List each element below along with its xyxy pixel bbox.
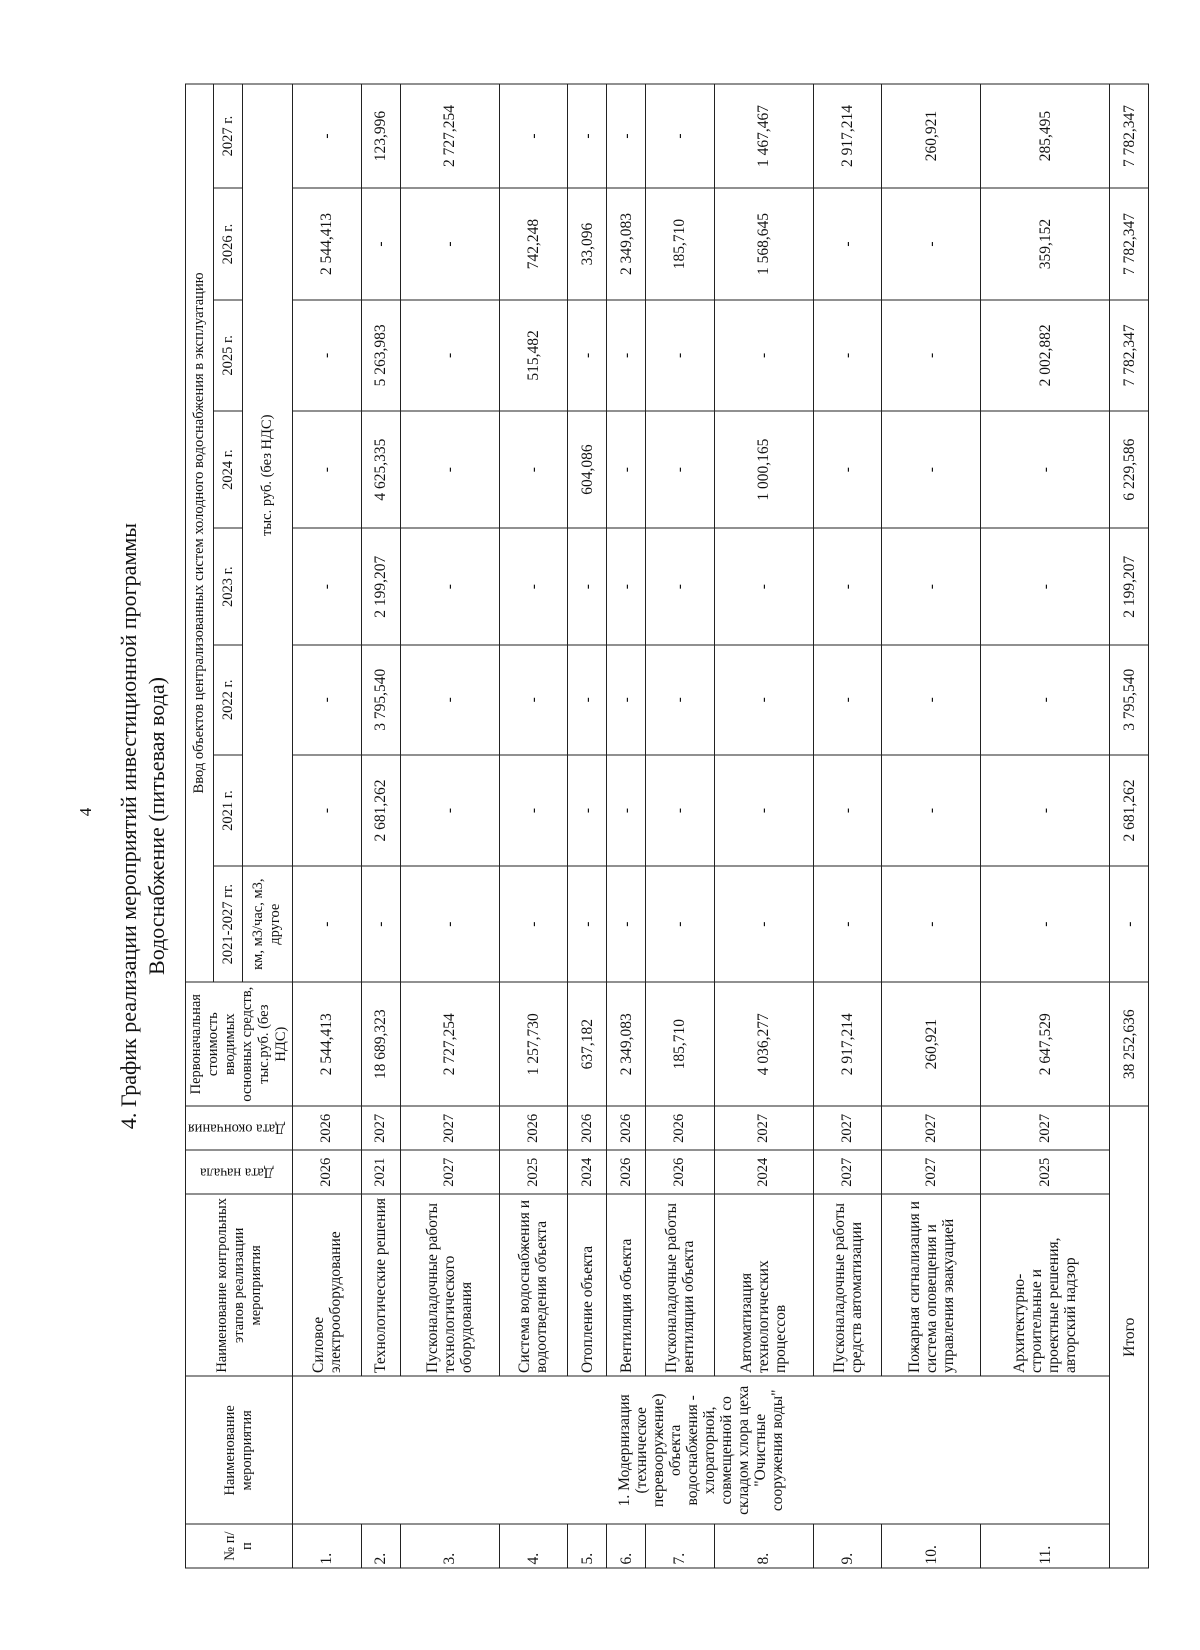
row-2025: - (645, 300, 714, 411)
row-2024: 1 000,165 (714, 411, 813, 529)
row-start: 2026 (607, 1150, 646, 1194)
header-year-2022: 2022 г. (214, 645, 242, 755)
row-num: 4. (499, 1524, 568, 1568)
row-period: - (607, 867, 646, 982)
row-2024: - (499, 411, 568, 529)
row-num: 11. (981, 1524, 1110, 1568)
total-2027: 7 782,347 (1110, 84, 1149, 188)
row-2023: - (981, 528, 1110, 645)
row-2021: - (400, 755, 499, 867)
row-stage: Архитектурно-строительные и проектные решения, авторский надзор (981, 1194, 1110, 1376)
header-unit-money: тыс. руб. (без НДС) (242, 84, 292, 867)
total-2026: 7 782,347 (1110, 188, 1149, 300)
row-stage: Система водоснабжения и водоотведения объекта (499, 1194, 568, 1376)
row-2027: - (293, 84, 362, 188)
row-2026: 2 544,413 (293, 188, 362, 300)
row-2024: - (645, 411, 714, 529)
table-row (882, 84, 981, 1568)
row-cost: 18 689,323 (361, 982, 400, 1107)
row-2021: - (499, 755, 568, 867)
total-2021: 2 681,262 (1110, 755, 1149, 867)
document-titles (115, 59, 171, 1594)
table-row (400, 84, 499, 1568)
row-2024: - (813, 411, 882, 529)
row-2023: - (882, 528, 981, 645)
row-2027: 260,921 (882, 84, 981, 188)
row-stage: Силовое электрооборудование (293, 1194, 362, 1376)
row-end: 2027 (882, 1106, 981, 1150)
row-2025: - (813, 300, 882, 411)
row-stage: Автоматизация технологических процессов (714, 1194, 813, 1376)
row-2022: - (607, 645, 646, 755)
row-2021: - (813, 755, 882, 867)
row-2021: - (293, 755, 362, 867)
row-2021: - (607, 755, 646, 867)
row-period: - (981, 867, 1110, 982)
total-period: - (1110, 867, 1149, 982)
row-2021: - (714, 755, 813, 867)
row-end: 2027 (813, 1106, 882, 1150)
row-period: - (400, 867, 499, 982)
row-2024: - (981, 411, 1110, 529)
total-2023: 2 199,207 (1110, 528, 1149, 645)
table-row (568, 84, 607, 1568)
row-stage: Пусконаладочные работы средств автоматизации (813, 1194, 882, 1376)
table-row (361, 84, 400, 1568)
header-year-2026: 2026 г. (214, 188, 242, 300)
row-2023: - (645, 528, 714, 645)
header-year-2027: 2027 г. (214, 84, 242, 188)
row-2022: - (499, 645, 568, 755)
row-2026: - (361, 188, 400, 300)
row-num: 3. (400, 1524, 499, 1568)
row-num: 9. (813, 1524, 882, 1568)
row-stage: Пожарная сигнализация и система оповещения и управления эвакуацией (882, 1194, 981, 1376)
row-2022: - (400, 645, 499, 755)
row-2026: 2 349,083 (607, 188, 646, 300)
row-2021: - (882, 755, 981, 867)
row-2026: 359,152 (981, 188, 1110, 300)
row-2026: 185,710 (645, 188, 714, 300)
row-2026: 33,096 (568, 188, 607, 300)
table-row (499, 84, 568, 1568)
row-2027: - (607, 84, 646, 188)
row-2024: 4 625,335 (361, 411, 400, 529)
row-cost: 185,710 (645, 982, 714, 1107)
row-num: 6. (607, 1524, 646, 1568)
row-2023: - (499, 528, 568, 645)
header-stage-name: Наименование контрольных этапов реализации мероприятия (186, 1194, 293, 1376)
event-name-cell: 1. Модернизация (техническое перевооружение) объекта водоснабжения - хлораторной, совмещенной со складом хлора цеха "Очистные сооружения воды" (293, 1376, 1110, 1524)
row-end: 2026 (645, 1106, 714, 1150)
investment-schedule-table (185, 84, 1149, 1569)
row-start: 2027 (400, 1150, 499, 1194)
row-2022: - (882, 645, 981, 755)
row-start: 2024 (568, 1150, 607, 1194)
row-cost: 637,182 (568, 982, 607, 1107)
header-row-1 (186, 84, 214, 1568)
header-start-date (186, 1150, 293, 1194)
row-end: 2027 (981, 1106, 1110, 1150)
table-row (293, 84, 362, 1568)
row-num: 1. (293, 1524, 362, 1568)
header-num: № п/п (186, 1524, 293, 1568)
header-year-2025: 2025 г. (214, 300, 242, 411)
row-start: 2026 (293, 1150, 362, 1194)
row-2025: 5 263,983 (361, 300, 400, 411)
row-cost: 2 349,083 (607, 982, 646, 1107)
row-stage: Отопление объекта (568, 1194, 607, 1376)
row-cost: 4 036,277 (714, 982, 813, 1107)
row-2023: 2 199,207 (361, 528, 400, 645)
row-2027: - (568, 84, 607, 188)
row-start: 2027 (882, 1150, 981, 1194)
row-stage: Вентиляция объекта (607, 1194, 646, 1376)
row-period: - (568, 867, 607, 982)
header-year-2023: 2023 г. (214, 528, 242, 645)
row-2025: - (293, 300, 362, 411)
row-2025: - (714, 300, 813, 411)
row-end: 2027 (400, 1106, 499, 1150)
row-end: 2026 (568, 1106, 607, 1150)
row-end: 2027 (361, 1106, 400, 1150)
row-end: 2026 (607, 1106, 646, 1150)
rotated-page-content (55, 59, 1145, 1594)
header-year-2021: 2021 г. (214, 755, 242, 867)
row-2021: 2 681,262 (361, 755, 400, 867)
row-2022: - (293, 645, 362, 755)
document-subtitle: Водоснабжение (питьевая вода) (144, 677, 169, 975)
header-event-name: Наименование мероприятия (186, 1376, 293, 1524)
row-2023: - (400, 528, 499, 645)
row-2027: 2 917,214 (813, 84, 882, 188)
row-period: - (361, 867, 400, 982)
row-cost: 1 257,730 (499, 982, 568, 1107)
total-2022: 3 795,540 (1110, 645, 1149, 755)
table-row (813, 84, 882, 1568)
row-2026: - (400, 188, 499, 300)
row-cost: 2 917,214 (813, 982, 882, 1107)
row-2024: 604,086 (568, 411, 607, 529)
table-row (607, 84, 646, 1568)
row-2027: 1 467,467 (714, 84, 813, 188)
row-2023: - (813, 528, 882, 645)
row-2026: - (813, 188, 882, 300)
header-unit-phys: км, м3/час, м3, другое (242, 867, 292, 982)
row-2024: - (293, 411, 362, 529)
row-end: 2027 (714, 1106, 813, 1150)
header-initial-cost: Первоначальная стоимость вводимых основных средств, тыс.руб. (без НДС) (186, 982, 293, 1107)
row-cost: 2 727,254 (400, 982, 499, 1107)
row-period: - (499, 867, 568, 982)
row-2026: 742,248 (499, 188, 568, 300)
row-2027: - (499, 84, 568, 188)
row-2023: - (714, 528, 813, 645)
row-stage: Пусконаладочные работы технологического оборудования (400, 1194, 499, 1376)
row-2021: - (981, 755, 1110, 867)
table-row (645, 84, 714, 1568)
row-2022: - (813, 645, 882, 755)
row-start: 2027 (813, 1150, 882, 1194)
row-2023: - (568, 528, 607, 645)
row-2025: 2 002,882 (981, 300, 1110, 411)
row-cost: 260,921 (882, 982, 981, 1107)
total-row (1110, 84, 1149, 1568)
row-start: 2024 (714, 1150, 813, 1194)
row-num: 5. (568, 1524, 607, 1568)
row-2025: - (568, 300, 607, 411)
row-2024: - (607, 411, 646, 529)
row-2027: - (645, 84, 714, 188)
total-label: Итого (1110, 1106, 1149, 1568)
row-2025: - (607, 300, 646, 411)
row-2027: 2 727,254 (400, 84, 499, 188)
header-end-date-label: Дата окончания (188, 1120, 286, 1137)
row-num: 10. (882, 1524, 981, 1568)
row-stage: Пусконаладочные работы вентиляции объекта (645, 1194, 714, 1376)
row-start: 2025 (981, 1150, 1110, 1194)
row-2022: 3 795,540 (361, 645, 400, 755)
header-end-date (186, 1106, 293, 1150)
document-title: 4. График реализации мероприятий инвестиционной программы (116, 522, 141, 1130)
row-2024: - (400, 411, 499, 529)
row-2027: 285,495 (981, 84, 1110, 188)
header-period: 2021-2027 гг. (214, 867, 242, 982)
row-2021: - (645, 755, 714, 867)
row-2021: - (568, 755, 607, 867)
row-start: 2021 (361, 1150, 400, 1194)
total-cost: 38 252,636 (1110, 982, 1149, 1107)
row-period: - (293, 867, 362, 982)
row-start: 2025 (499, 1150, 568, 1194)
row-num: 7. (645, 1524, 714, 1568)
table-row (714, 84, 813, 1568)
total-2024: 6 229,586 (1110, 411, 1149, 529)
header-commissioning: Ввод объектов централизованных систем холодного водоснабжения в эксплуатацию (186, 84, 214, 982)
row-2025: 515,482 (499, 300, 568, 411)
row-period: - (645, 867, 714, 982)
row-end: 2026 (499, 1106, 568, 1150)
header-year-2024: 2024 г. (214, 411, 242, 529)
row-2022: - (568, 645, 607, 755)
row-2022: - (714, 645, 813, 755)
row-start: 2026 (645, 1150, 714, 1194)
row-num: 8. (714, 1524, 813, 1568)
row-period: - (882, 867, 981, 982)
row-period: - (714, 867, 813, 982)
row-cost: 2 647,529 (981, 982, 1110, 1107)
row-end: 2026 (293, 1106, 362, 1150)
row-2025: - (882, 300, 981, 411)
row-2022: - (981, 645, 1110, 755)
row-2026: 1 568,645 (714, 188, 813, 300)
row-stage: Технологические решения (361, 1194, 400, 1376)
row-2023: - (607, 528, 646, 645)
row-2026: - (882, 188, 981, 300)
row-num: 2. (361, 1524, 400, 1568)
header-start-date-label: Дата начала (199, 1164, 274, 1181)
row-2023: - (293, 528, 362, 645)
row-2027: 123,996 (361, 84, 400, 188)
row-2025: - (400, 300, 499, 411)
total-2025: 7 782,347 (1110, 300, 1149, 411)
row-cost: 2 544,413 (293, 982, 362, 1107)
row-2024: - (882, 411, 981, 529)
table-row (981, 84, 1110, 1568)
row-period: - (813, 867, 882, 982)
page-number: 4 (76, 807, 95, 817)
row-2022: - (645, 645, 714, 755)
